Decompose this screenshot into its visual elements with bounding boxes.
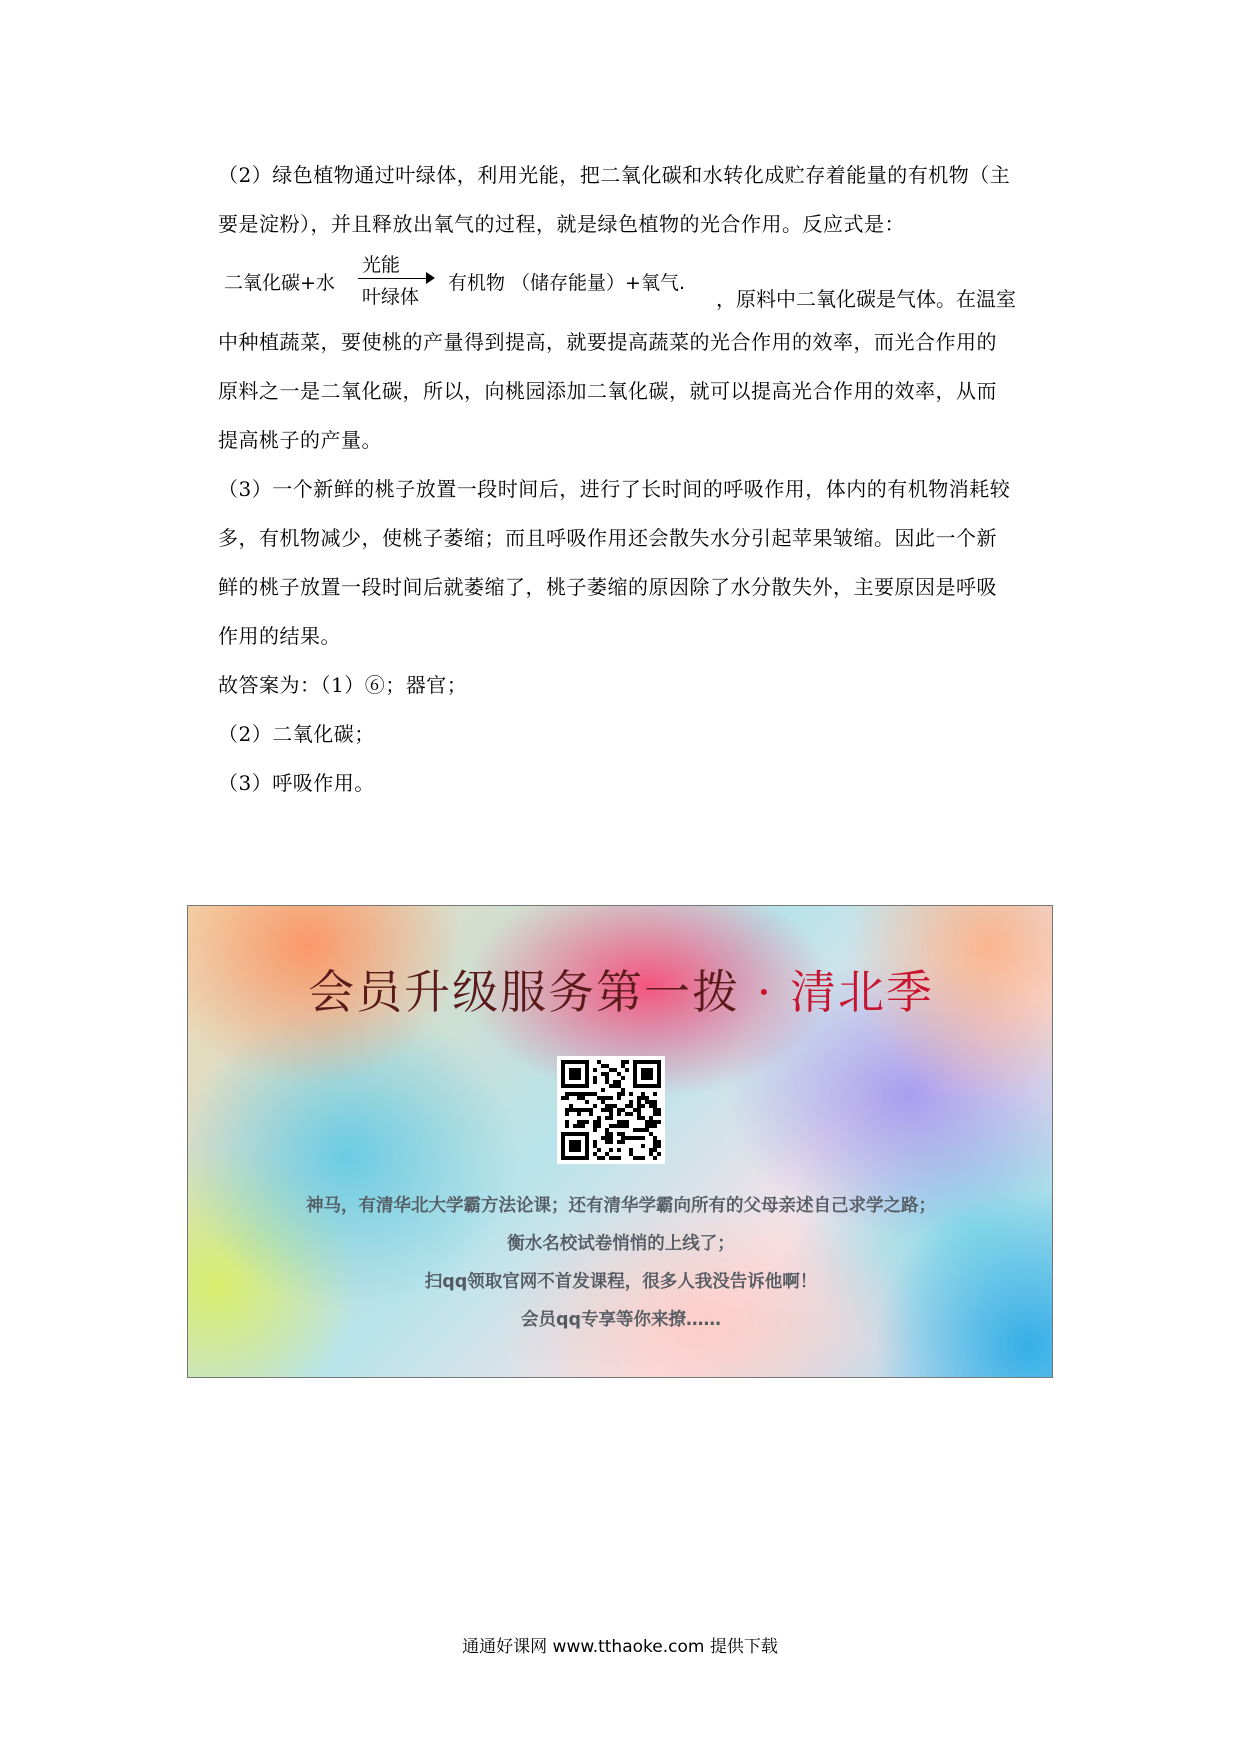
qr-code-icon[interactable]: [557, 1056, 665, 1164]
banner-title-part2: 清北季: [789, 965, 934, 1019]
banner-line: 扫qq领取官网不首发课程，很多人我没告诉他啊！: [424, 1272, 818, 1292]
arrow-head-icon: [426, 272, 435, 284]
text-line: 多，有机物减少，使桃子萎缩；而且呼吸作用还会散失水分引起苹果皱缩。因此一个新: [218, 526, 997, 550]
paragraph-2-intro: [218, 151, 1058, 249]
banner-line: 神马，有清华北大学霸方法论课；还有清华学霸向所有的父母亲述自己求学之路；: [306, 1196, 936, 1216]
paragraph-3: [218, 465, 1058, 661]
reaction-arrow: [358, 278, 432, 279]
text-line: 要是淀粉），并且释放出氧气的过程，就是绿色植物的光合作用。反应式是：: [218, 212, 905, 236]
banner-title: [188, 956, 1053, 1022]
equation-condition-above: 光能: [362, 254, 401, 276]
banner-title-dot: ·: [740, 965, 790, 1019]
text-line: 鲜的桃子放置一段时间后就萎缩了，桃子萎缩的原因除了水分散失外，主要原因是呼吸: [218, 575, 997, 599]
page-footer: 通通好课网 www.tthaoke.com 提供下载: [462, 1637, 778, 1657]
paragraph-2-continued: [218, 318, 1058, 465]
text-line: （3）一个新鲜的桃子放置一段时间后，进行了长时间的呼吸作用，体内的有机物消耗较: [218, 477, 1011, 501]
equation-left: 二氧化碳+水: [224, 272, 335, 294]
equation-right: 有机物 （储存能量）+氧气.: [448, 272, 685, 294]
answer-block: [218, 661, 1058, 808]
banner-line: 衡水名校试卷悄悄的上线了；: [507, 1234, 735, 1254]
text-line: 原料之一是二氧化碳，所以，向桃园添加二氧化碳，就可以提高光合作用的效率，从而: [218, 379, 997, 403]
text-line: 提高桃子的产量。: [218, 428, 382, 452]
equation-condition-below: 叶绿体: [362, 286, 420, 308]
text-line: （2）绿色植物通过叶绿体，利用光能，把二氧化碳和水转化成贮存着能量的有机物（主: [218, 163, 1011, 187]
promo-banner[interactable]: [187, 905, 1053, 1378]
banner-title-part1: 会员升级服务第一拨: [308, 965, 741, 1019]
qr-code-graphic: [561, 1060, 661, 1160]
equation-after-text: ，原料中二氧化碳是气体。在温室: [716, 287, 1016, 311]
text-line: 中种植蔬菜，要使桃的产量得到提高，就要提高蔬菜的光合作用的效率，而光合作用的: [218, 330, 997, 354]
answer-line: 故答案为：（1）⑥；器官；: [218, 673, 468, 697]
text-line: 作用的结果。: [218, 624, 341, 648]
banner-line: 会员qq专享等你来撩……: [520, 1310, 722, 1330]
answer-line: （3）呼吸作用。: [218, 771, 375, 795]
answer-line: （2）二氧化碳；: [218, 722, 375, 746]
